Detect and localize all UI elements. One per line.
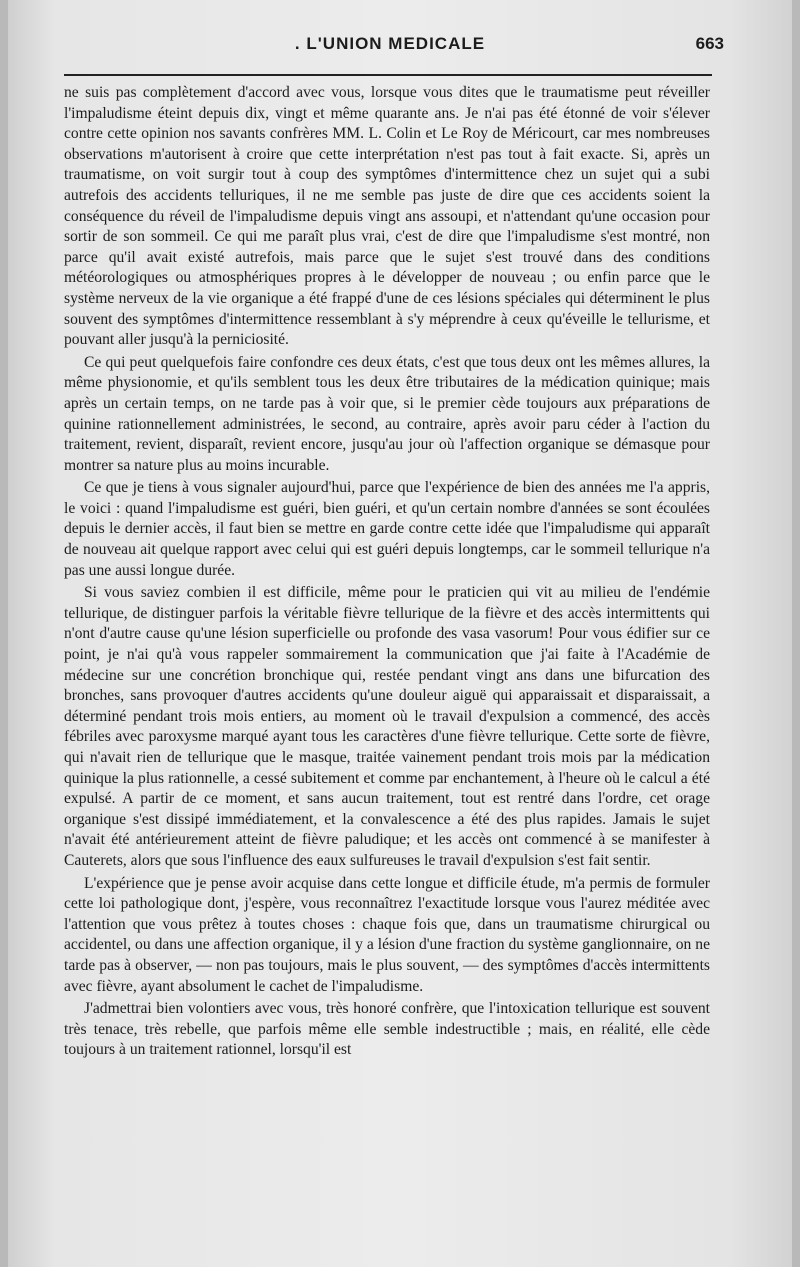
- body-text: [64, 83, 710, 1063]
- paragraph: Ce qui peut quelquefois faire confondre ces deux états, c'est que tous deux ont les mêmes allures, la même physionomie, et qu'ils semblent tous les deux être tributaires de la médication quinique; mais après un certain temps, on ne tarde pas à voir que, si le premier cède toujours aux préparations de quinine rationnellement administrées, le second, au contraire, après avoir paru céder à l'action du traitement, revient, disparaît, revient encore, jusqu'au jour où l'affection organique se démasque pour montrer sa nature plus au moins incurable.: [64, 353, 710, 474]
- page-number: 663: [695, 34, 724, 53]
- book-page: [8, 0, 792, 1267]
- paragraph: Si vous saviez combien il est difficile, même pour le praticien qui vit au milieu de l'endémie tellurique, de distinguer parfois la véritable fièvre tellurique de la fièvre et des accès intermittents qui n'ont d'autre cause qu'une lésion superficielle ou profonde des vasa vasorum! Pour vous édifier sur ce point, je n'ai qu'à vous rappeler sommairement la communication que j'ai faite à l'Académie de médecine sur une concrétion bronchique qui, restée pendant vingt ans dans une bifurcation des bronches, sans provoquer d'autres accidents qu'une douleur aiguë qui apparaissait et disparaissait, a déterminé pendant trois mois entiers, au moment où le travail d'expulsion a commencé, des accès fébriles avec paroxysme marqué ayant tous les caractères d'une fièvre tellurique. Cette sorte de fièvre, qui n'avait rien de tellurique que le masque, traitée vainement pendant trois mois par la médication quinique la plus rationnelle, a cessé subitement et comme par enchantement, à l'heure où le calcul a été expulsé. A partir de ce moment, et sans aucun traitement, tout est rentré dans l'ordre, cet orage organique s'est dissipé immédiatement, et la convalescence a été des plus rapides. Jamais le sujet n'avait été antérieurement atteint de fièvre paludique; et les accès ont commencé à se manifester à Cauterets, alors que sous l'influence des eaux sulfureuses le travail d'expulsion s'est fait sentir.: [64, 584, 710, 869]
- paragraph: L'expérience que je pense avoir acquise dans cette longue et difficile étude, m'a permis de formuler cette loi pathologique dont, j'espère, vous reconnaîtrez l'exactitude lorsque vous l'aurez méditée avec l'attention que vous prêtez à toutes choses : chaque fois que, dans un traumatisme chirurgical ou accidentel, ou dans une affection organique, il y a lésion d'une fraction du système ganglionnaire, on ne tarde pas à observer, — non pas toujours, mais le plus souvent, — des symptômes d'accès intermittents avec fièvre, ayant absolument le cachet de l'impaludisme.: [64, 874, 710, 995]
- header-rule: [64, 74, 712, 76]
- paragraph: Ce que je tiens à vous signaler aujourd'hui, parce que l'expérience de bien des années me l'a appris, le voici : quand l'impaludisme est guéri, bien guéri, et qu'un certain nombre d'années se sont écoulées depuis le dernier accès, il faut bien se mettre en garde contre cette idée que l'impaludisme qui apparaît de nouveau ait quelque rapport avec celui qui est guéri depuis longtemps, car le sommeil tellurique n'a pas une aussi longue durée.: [64, 479, 710, 579]
- page-header: [56, 34, 724, 64]
- paragraph: ne suis pas complètement d'accord avec vous, lorsque vous dites que le traumatisme peut réveiller l'impaludisme éteint depuis dix, vingt et même quarante ans. Je n'ai pas été étonné de voir s'élever contre cette opinion nos savants confrères MM. L. Colin et Le Roy de Méricourt, car mes nombreuses observations m'autorisent à croire que cette interprétation n'est pas tout à fait exacte. Si, après un traumatisme, on voit surgir tout à coup des symptômes d'intermittence chez un sujet qui a subi autrefois des accidents telluriques, il ne me semble pas juste de dire que ces accidents soient la conséquence du réveil de l'impaludisme depuis vingt ans assoupi, et n'attendant qu'une occasion pour sortir de son sommeil. Ce qui me paraît plus vrai, c'est de dire que l'impaludisme s'est montré, non parce qu'il avait existé autrefois, mais parce que le sujet s'est trouvé dans des conditions météorologiques ou atmosphériques propres à le développer de nouveau ; ou enfin parce que le système nerveux de la vie organique a été frappé d'une de ces lésions spéciales qui déterminent le plus souvent des symptômes d'intermittence ressemblant à s'y méprendre à ceux qu'éveille le tellurisme, et pouvant aller jusqu'à la perniciosité.: [64, 84, 710, 349]
- running-title: . L'UNION MEDICALE: [294, 34, 486, 53]
- paragraph: J'admettrai bien volontiers avec vous, très honoré confrère, que l'intoxication tellurique est souvent très tenace, très rebelle, que parfois même elle semble indestructible ; mais, en réalité, elle cède toujours à un traitement rationnel, lorsqu'il est: [64, 1000, 710, 1059]
